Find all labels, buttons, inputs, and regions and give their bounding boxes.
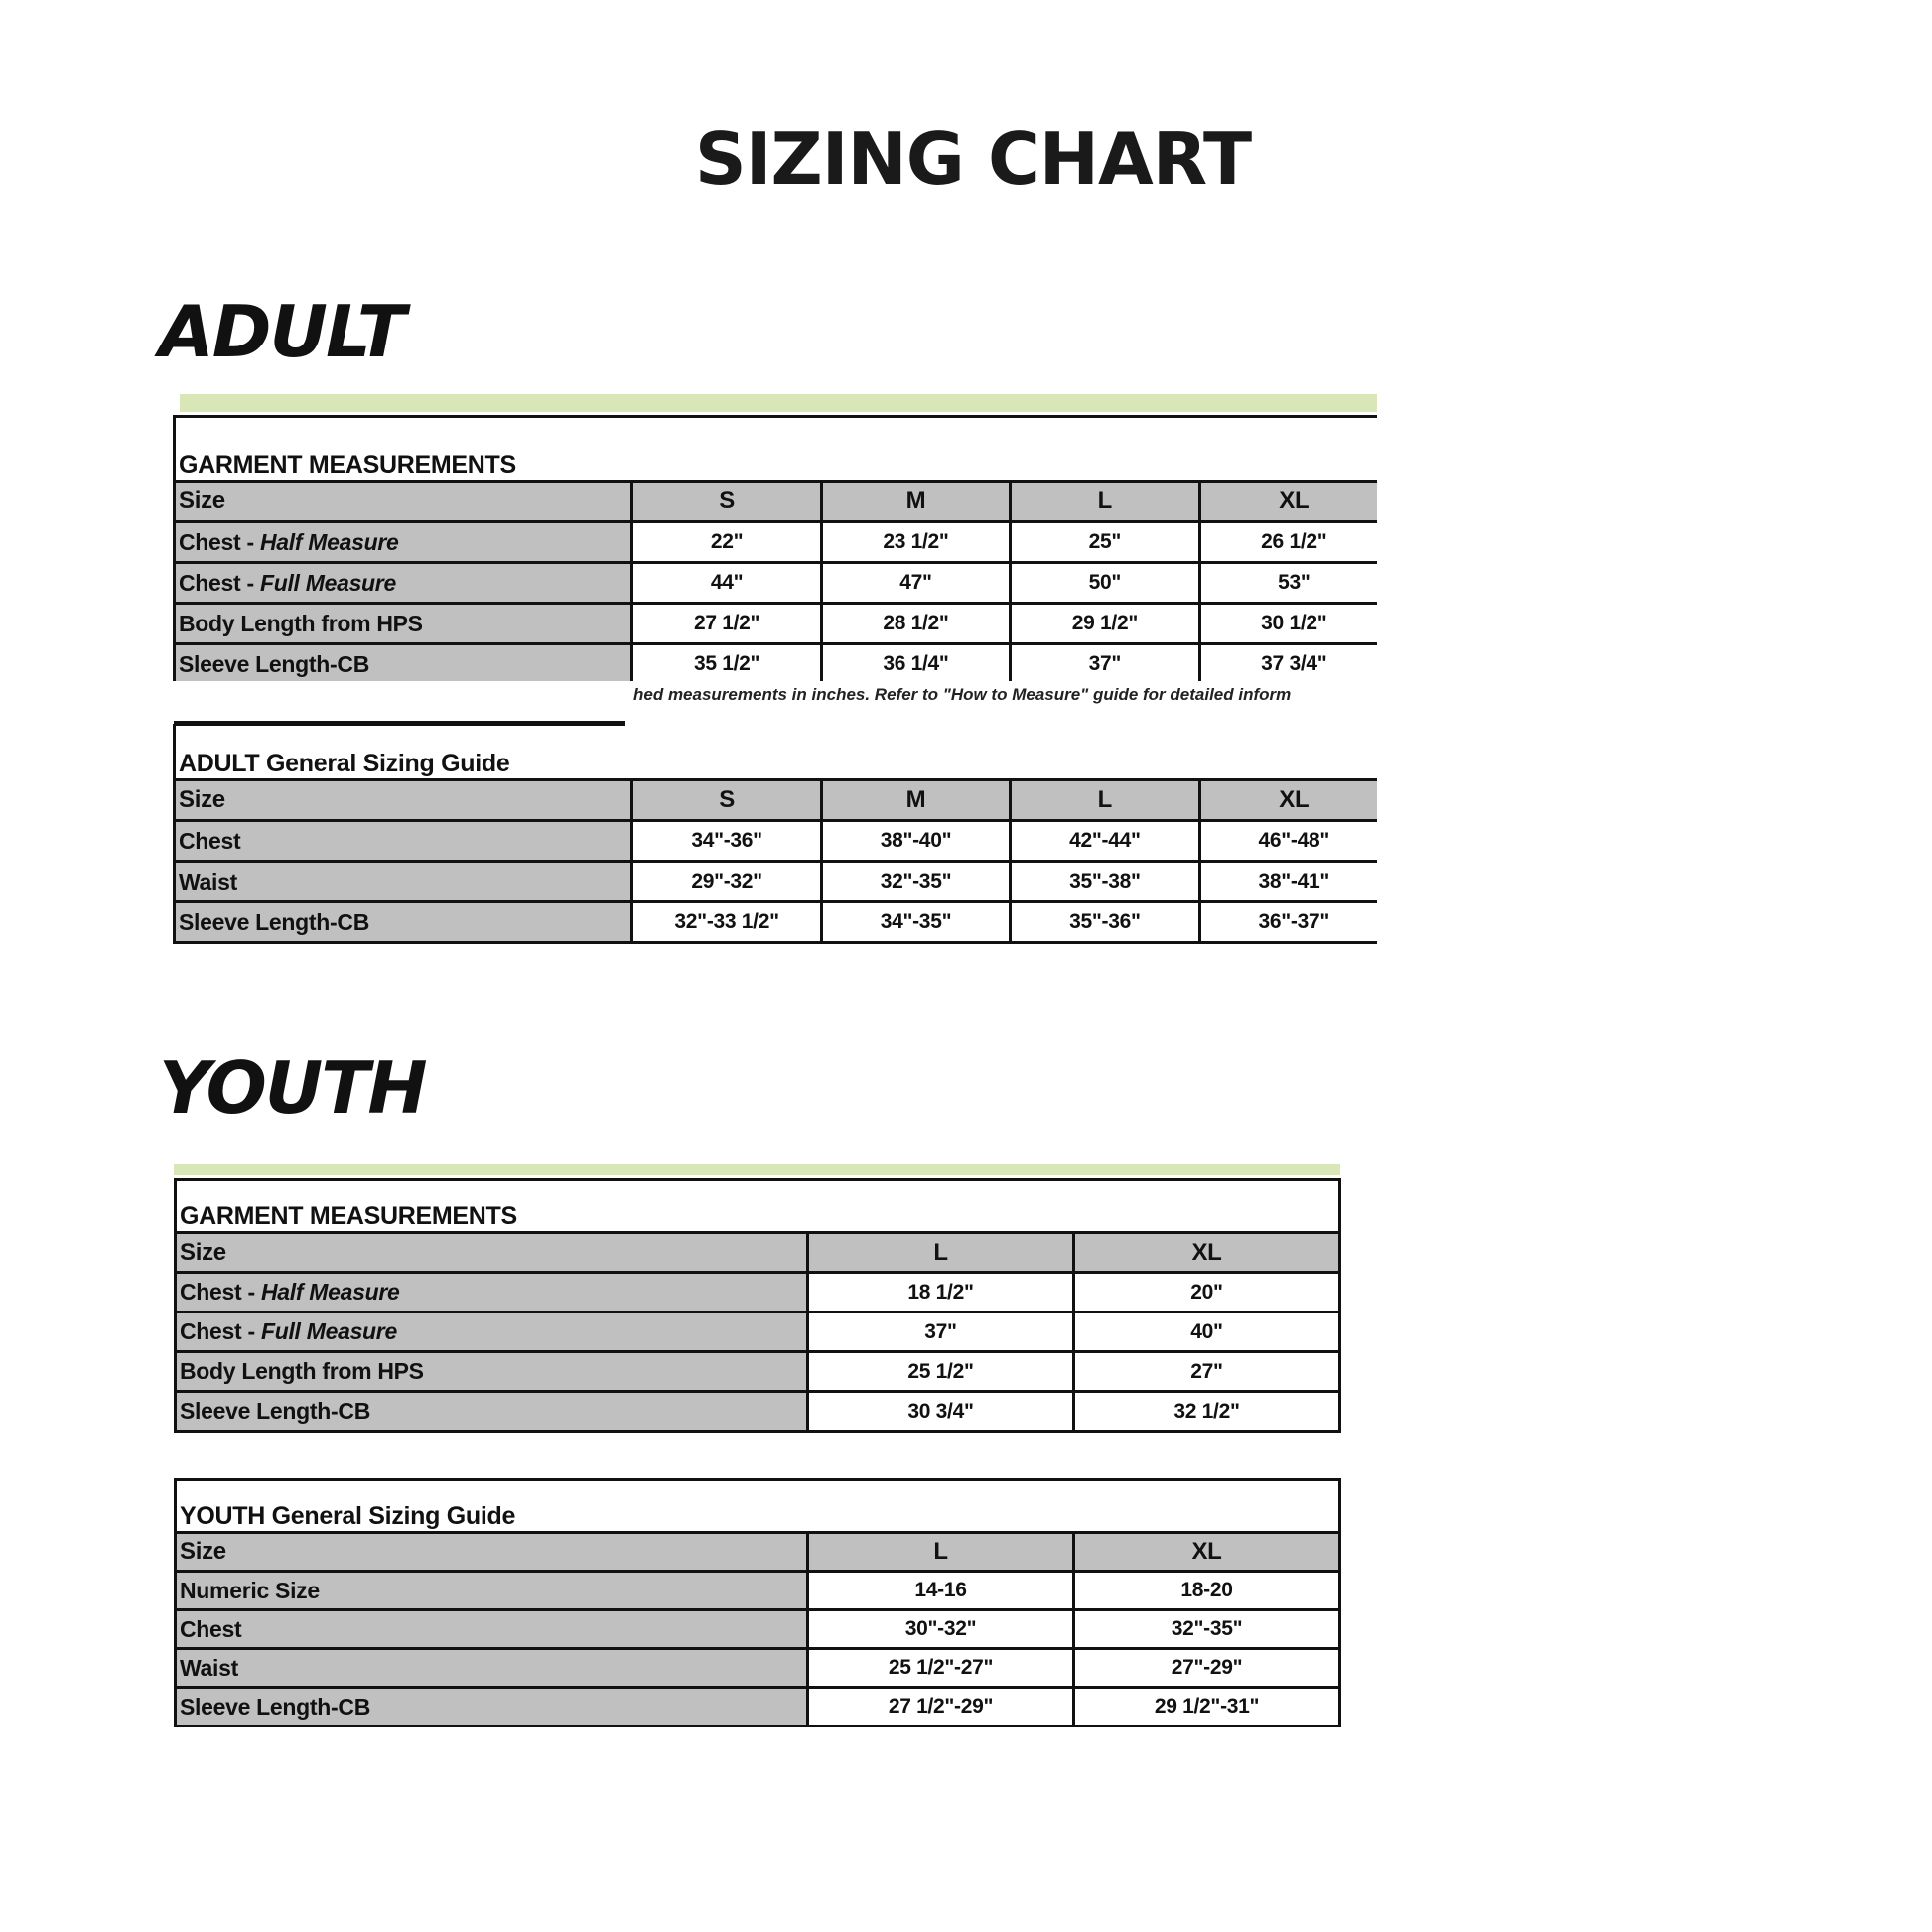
row-label: [175, 821, 632, 862]
row-label: [175, 902, 632, 943]
row-label-text: Chest -: [179, 528, 260, 555]
row-label-italic: Full Measure: [259, 569, 396, 596]
measurement-cell: 37": [1011, 644, 1199, 682]
size-column-header: XL: [1074, 1533, 1340, 1572]
page-title: SIZING CHART: [694, 117, 1252, 201]
measurement-cell: 29 1/2": [1011, 604, 1199, 644]
size-column-header: L: [808, 1233, 1074, 1273]
measurement-cell: 38"-41": [1199, 862, 1377, 902]
size-column-header: L: [1011, 780, 1199, 821]
measurement-cell: 53": [1199, 563, 1377, 604]
adult-accent-band: [180, 394, 1377, 412]
size-column-header: L: [808, 1533, 1074, 1572]
measurement-cell: 50": [1011, 563, 1199, 604]
table-caption-row: [176, 1480, 1340, 1533]
measurement-cell: 25 1/2": [808, 1352, 1074, 1392]
table-row: [176, 1392, 1340, 1432]
measurement-cell: 37": [808, 1312, 1074, 1352]
row-label: [176, 1688, 808, 1726]
measurement-cell: 36"-37": [1199, 902, 1377, 943]
size-column-header: L: [1011, 482, 1199, 522]
measurement-cell: 34"-35": [821, 902, 1010, 943]
row-label-text: Chest -: [179, 569, 260, 596]
youth-accent-band: [174, 1164, 1340, 1175]
measurement-note: hed measurements in inches. Refer to "How to Measure" guide for detailed inform: [633, 685, 1292, 704]
adult-general-sizing-guide-table: [173, 724, 1377, 944]
measurement-cell: 42"-44": [1011, 821, 1199, 862]
measurement-cell: 30"-32": [808, 1610, 1074, 1649]
measurement-cell: 30 3/4": [808, 1392, 1074, 1432]
measurement-cell: 30 1/2": [1199, 604, 1377, 644]
measurement-cell: 44": [632, 563, 821, 604]
measurement-cell: 32"-33 1/2": [632, 902, 821, 943]
table-caption: GARMENT MEASUREMENTS: [176, 1180, 1340, 1233]
table-row: [176, 1610, 1340, 1649]
measurement-cell: 29 1/2"-31": [1074, 1688, 1340, 1726]
measurement-cell: 35"-38": [1011, 862, 1199, 902]
measurement-cell: 14-16: [808, 1572, 1074, 1610]
table-row: [175, 862, 1378, 902]
table-header-row: [175, 482, 1378, 522]
table-row: [175, 604, 1378, 644]
row-label: [176, 1649, 808, 1688]
row-label: [175, 644, 632, 682]
measurement-cell: 18 1/2": [808, 1273, 1074, 1312]
table-caption: YOUTH General Sizing Guide: [176, 1480, 1340, 1533]
measurement-cell: 34"-36": [632, 821, 821, 862]
table-row: [175, 644, 1378, 682]
table-row: [176, 1572, 1340, 1610]
table-caption: ADULT General Sizing Guide: [175, 724, 1378, 780]
row-label-text: Body Length from HPS: [179, 610, 423, 636]
size-header-label: Size: [175, 482, 632, 522]
measurement-cell: 18-20: [1074, 1572, 1340, 1610]
row-label: [176, 1273, 808, 1312]
row-label-text: Chest: [179, 827, 241, 854]
table-caption: GARMENT MEASUREMENTS: [175, 417, 1378, 482]
measurement-cell: 35"-36": [1011, 902, 1199, 943]
measurement-cell: 22": [632, 522, 821, 563]
row-label-text: Sleeve Length-CB: [180, 1398, 371, 1424]
measurement-cell: 25 1/2"-27": [808, 1649, 1074, 1688]
row-label-text: Chest -: [180, 1318, 261, 1344]
adult-guide-table-wrap: [173, 724, 1377, 944]
row-label-text: Waist: [180, 1654, 238, 1681]
row-label: [175, 522, 632, 563]
measurement-cell: 38"-40": [821, 821, 1010, 862]
measurement-cell: 28 1/2": [821, 604, 1010, 644]
table-caption-row: [175, 417, 1378, 482]
table-caption-row: [175, 724, 1378, 780]
row-label-italic: Half Measure: [260, 1279, 400, 1305]
size-column-header: XL: [1074, 1233, 1340, 1273]
row-label: [176, 1572, 808, 1610]
row-label-text: Chest: [180, 1615, 242, 1642]
youth-heading: YOUTH: [159, 1046, 426, 1130]
adult-heading: ADULT: [159, 290, 405, 373]
measurement-cell: 27 1/2"-29": [808, 1688, 1074, 1726]
measurement-cell: 20": [1074, 1273, 1340, 1312]
size-column-header: XL: [1199, 780, 1377, 821]
measurement-cell: 40": [1074, 1312, 1340, 1352]
table-header-row: [176, 1233, 1340, 1273]
table-row: [175, 821, 1378, 862]
size-column-header: M: [821, 482, 1010, 522]
size-column-header: XL: [1199, 482, 1377, 522]
table-header-row: [175, 780, 1378, 821]
row-label: [175, 862, 632, 902]
table-header-row: [176, 1533, 1340, 1572]
row-label: [176, 1352, 808, 1392]
size-column-header: S: [632, 780, 821, 821]
row-label: [176, 1392, 808, 1432]
measurement-cell: 27 1/2": [632, 604, 821, 644]
measurement-cell: 25": [1011, 522, 1199, 563]
table-row: [176, 1312, 1340, 1352]
row-label: [175, 563, 632, 604]
measurement-cell: 27"-29": [1074, 1649, 1340, 1688]
row-label-text: Sleeve Length-CB: [179, 908, 370, 935]
size-header-label: Size: [176, 1233, 808, 1273]
table-row: [176, 1649, 1340, 1688]
measurement-cell: 27": [1074, 1352, 1340, 1392]
row-label: [176, 1312, 808, 1352]
measurement-cell: 29"-32": [632, 862, 821, 902]
measurement-cell: 37 3/4": [1199, 644, 1377, 682]
size-column-header: S: [632, 482, 821, 522]
row-label-italic: Half Measure: [259, 528, 399, 555]
measurement-cell: 32"-35": [821, 862, 1010, 902]
table-row: [175, 902, 1378, 943]
table-row: [176, 1688, 1340, 1726]
measurement-cell: 36 1/4": [821, 644, 1010, 682]
youth-garment-measurements-table: [174, 1178, 1341, 1433]
adult-garment-measurements-table: [173, 415, 1377, 681]
adult-garment-table-wrap: [173, 415, 1377, 681]
row-label-text: Sleeve Length-CB: [180, 1693, 371, 1720]
measurement-cell: 26 1/2": [1199, 522, 1377, 563]
row-label-text: Chest -: [180, 1279, 261, 1305]
measurement-cell: 32"-35": [1074, 1610, 1340, 1649]
measurement-cell: 46"-48": [1199, 821, 1377, 862]
table-row: [175, 563, 1378, 604]
row-label-text: Numeric Size: [180, 1577, 320, 1603]
measurement-cell: 47": [821, 563, 1010, 604]
measurement-cell: 32 1/2": [1074, 1392, 1340, 1432]
table-caption-row: [176, 1180, 1340, 1233]
size-header-label: Size: [176, 1533, 808, 1572]
row-label: [175, 604, 632, 644]
measurement-cell: 23 1/2": [821, 522, 1010, 563]
row-label-text: Sleeve Length-CB: [179, 650, 370, 677]
row-label-italic: Full Measure: [260, 1318, 397, 1344]
size-header-label: Size: [175, 780, 632, 821]
size-column-header: M: [821, 780, 1010, 821]
table-row: [176, 1273, 1340, 1312]
table-row: [176, 1352, 1340, 1392]
row-label: [176, 1610, 808, 1649]
youth-general-sizing-guide-table: [174, 1478, 1341, 1727]
measurement-cell: 35 1/2": [632, 644, 821, 682]
row-label-text: Body Length from HPS: [180, 1358, 424, 1384]
table-row: [175, 522, 1378, 563]
row-label-text: Waist: [179, 868, 237, 895]
